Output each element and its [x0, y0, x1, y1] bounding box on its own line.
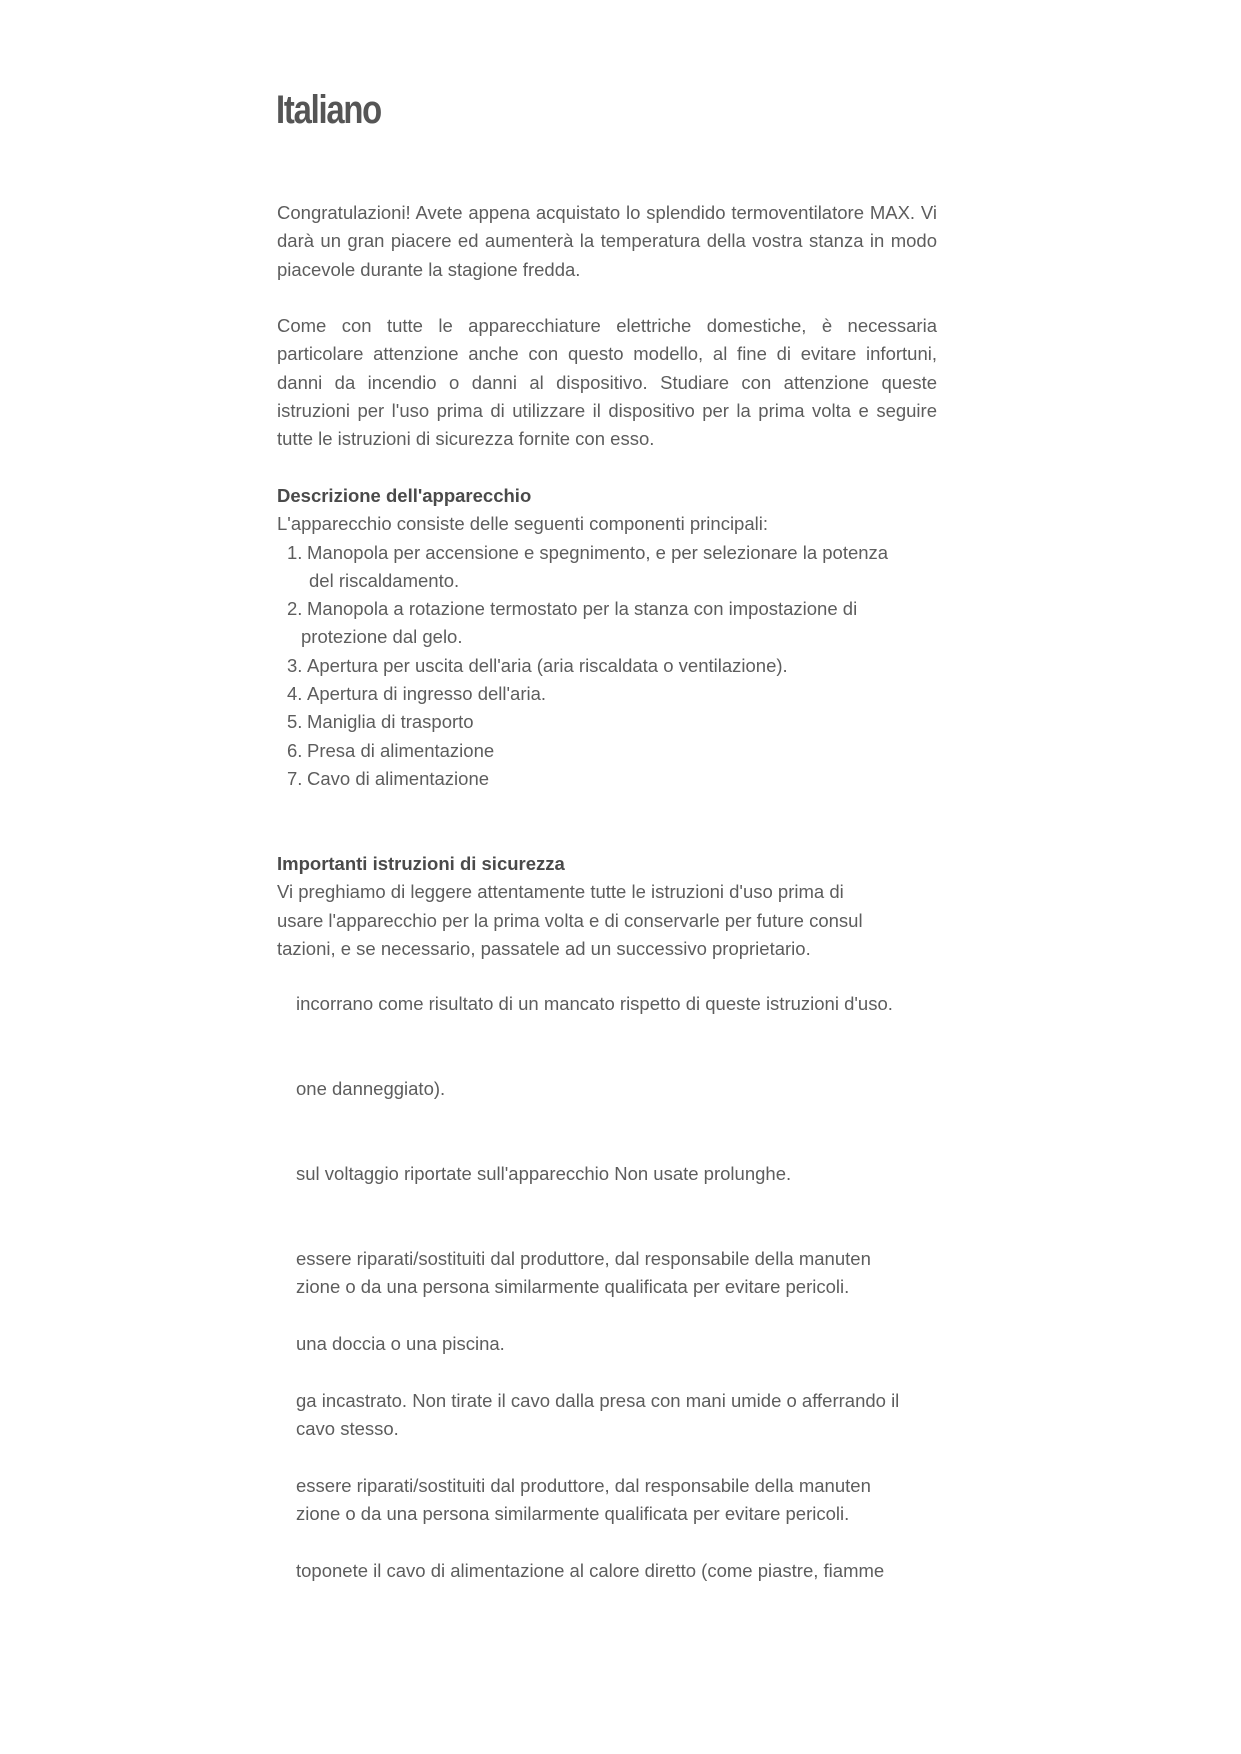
list-item	[277, 765, 937, 793]
description-heading: Descrizione dell'apparecchio	[277, 485, 532, 506]
safety-fragment: incorrano come risultato di un mancato rispetto di queste istruzioni d'uso.	[296, 993, 893, 1014]
safety-fragment: toponete il cavo di alimentazione al calore diretto (come piastre, fiamme	[296, 1560, 885, 1581]
list-item-text: Apertura di ingresso dell'aria.	[307, 683, 547, 705]
list-item-number: 7.	[287, 767, 303, 789]
list-item-text: Manopola per accensione e spegnimento, e per selezionare la potenza	[307, 541, 889, 563]
description-lead: L'apparecchio consiste delle seguenti componenti principali:	[277, 513, 768, 535]
list-item-text: Presa di alimentazione	[307, 739, 495, 761]
list-item-text: Maniglia di trasporto	[307, 711, 474, 733]
safety-intro: Vi preghiamo di leggere attentamente tutte le istruzioni d'uso prima di usare l'apparecchio per la prima volta e di conservarle per future consul tazioni, e se necessario, passatele ad un successivo proprietario.	[277, 881, 863, 959]
list-item-number: 1.	[287, 541, 303, 563]
list-item	[277, 539, 937, 596]
list-item	[277, 708, 937, 736]
list-item-number: 4.	[287, 683, 303, 705]
intro-paragraph-1: Congratulazioni! Avete appena acquistato lo splendido termoventilatore MAX. Vi darà un gran piacere ed aumenterà la temperatura della vostra stanza in modo piacevole durante la stagione fredda.	[277, 202, 937, 280]
list-item-number: 3.	[287, 654, 303, 676]
list-item-number: 6.	[287, 739, 303, 761]
safety-fragment: essere riparati/sostituiti dal produttore, dal responsabile della manuten zione o da una persona similarmente qualificata per evitare pericoli.	[296, 1475, 871, 1525]
list-item	[277, 737, 937, 765]
list-item	[277, 595, 937, 652]
safety-fragment: essere riparati/sostituiti dal produttore, dal responsabile della manuten zione o da una persona similarmente qualificata per evitare pericoli.	[296, 1248, 871, 1298]
list-item	[277, 652, 937, 680]
safety-heading: Importanti istruzioni di sicurezza	[277, 853, 565, 874]
component-list	[277, 539, 937, 794]
page-title: Italiano	[276, 88, 381, 132]
safety-fragment: ga incastrato. Non tirate il cavo dalla presa con mani umide o afferrando il cavo stesso.	[296, 1390, 900, 1440]
safety-fragment: sul voltaggio riportate sull'apparecchio Non usate prolunghe.	[296, 1163, 792, 1184]
list-item	[277, 680, 937, 708]
list-item-text: Manopola a rotazione termostato per la stanza con impostazione di	[307, 598, 858, 620]
safety-fragment: one danneggiato).	[296, 1078, 446, 1099]
list-item-continuation: protezione dal gelo.	[301, 626, 463, 648]
list-item-text: Apertura per uscita dell'aria (aria riscaldata o ventilazione).	[307, 654, 788, 676]
intro-paragraph-2: Come con tutte le apparecchiature elettriche domestiche, è necessaria particolare attenzione anche con questo modello, al fine di evitare infortuni, danni da incendio o danni al dispositivo. Studiare con attenzione queste istruzioni per l'uso prima di utilizzare il dispositivo per la prima volta e seguire tutte le istruzioni di sicurezza fornite con esso.	[277, 315, 937, 450]
list-item-text: Cavo di alimentazione	[307, 767, 490, 789]
safety-fragment: una doccia o una piscina.	[296, 1333, 505, 1354]
description-section	[277, 482, 937, 793]
list-item-continuation: del riscaldamento.	[309, 569, 460, 591]
safety-section	[277, 850, 937, 963]
list-item-number: 2.	[287, 598, 303, 620]
list-item-number: 5.	[287, 711, 303, 733]
